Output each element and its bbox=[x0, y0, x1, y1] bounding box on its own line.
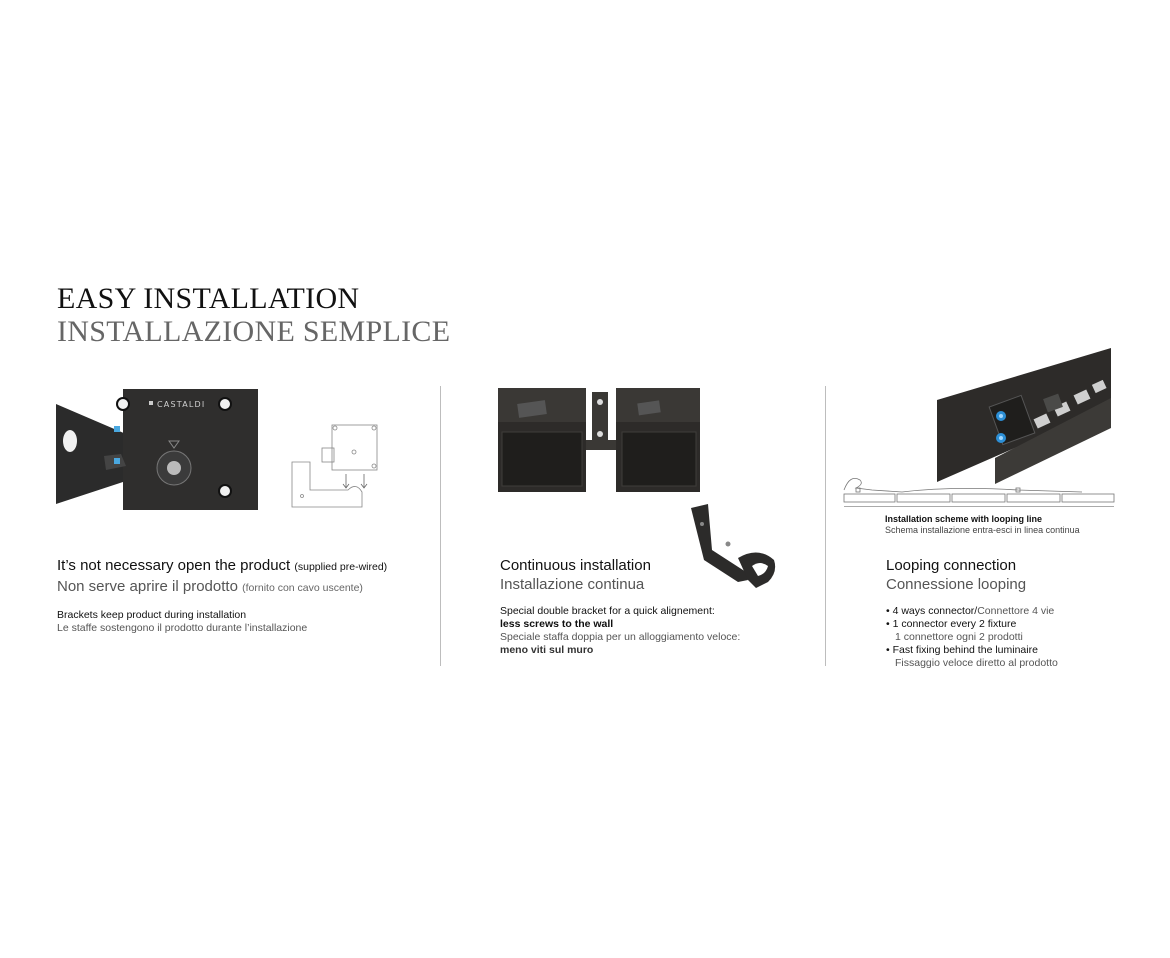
column-divider bbox=[440, 386, 441, 666]
page-subtitle: INSTALLAZIONE SEMPLICE bbox=[57, 315, 451, 348]
body-en: Brackets keep product during installation bbox=[57, 609, 247, 621]
looping-section bbox=[886, 556, 1058, 670]
body-it-1: Speciale staffa doppia per un alloggiamento veloce: bbox=[500, 631, 741, 643]
pre-wired-heading-it bbox=[57, 577, 387, 598]
continuous-body bbox=[500, 605, 740, 657]
body-en-2: less screws to the wall bbox=[500, 618, 614, 630]
pre-wired-heading-en bbox=[57, 556, 387, 577]
looping-connector-photo bbox=[935, 348, 1113, 484]
bullet-four-ways: • 4 ways connector/Connettore 4 vie bbox=[886, 605, 1055, 617]
looping-body bbox=[886, 605, 1058, 670]
scheme-caption bbox=[885, 514, 1080, 536]
body-it: Le staffe sostengono il prodotto durante l’installazione bbox=[57, 622, 308, 634]
bracket-technical-drawing bbox=[290, 420, 385, 512]
body-en-1: Special double bracket for a quick alignement: bbox=[500, 605, 715, 617]
bullet-fast-fixing-it: Fissaggio veloce diretto al prodotto bbox=[895, 657, 1058, 669]
continuous-heading-en: Continuous installation bbox=[500, 557, 651, 574]
looping-heading-en: Looping connection bbox=[886, 557, 1017, 574]
looping-scheme-drawing bbox=[842, 472, 1117, 510]
heading-text: It’s not necessary open the product bbox=[57, 557, 291, 574]
heading-text: Non serve aprire il prodotto bbox=[57, 578, 238, 595]
page-title: EASY INSTALLATION bbox=[57, 282, 360, 315]
scheme-caption-it: Schema installazione entra-esci in linea continua bbox=[885, 525, 1080, 535]
continuous-section bbox=[500, 556, 740, 657]
pre-wired-body bbox=[57, 609, 387, 635]
brand-logo: CASTALDI bbox=[157, 400, 206, 409]
bullet-fast-fixing: • Fast fixing behind the luminaire bbox=[886, 644, 1038, 656]
continuous-heading-it: Installazione continua bbox=[500, 576, 645, 593]
scheme-caption-en: Installation scheme with looping line bbox=[885, 514, 1043, 524]
heading-note: (fornito con cavo uscente) bbox=[242, 582, 363, 594]
continuous-installation-photo bbox=[498, 388, 703, 494]
column-divider bbox=[825, 386, 826, 666]
bullet-connector-every-it: 1 connettore ogni 2 prodotti bbox=[895, 631, 1023, 643]
looping-heading-it: Connessione looping bbox=[886, 576, 1027, 593]
bullet-connector-every: • 1 connector every 2 fixture bbox=[886, 618, 1017, 630]
body-it-2: meno viti sul muro bbox=[500, 644, 594, 656]
heading-note: (supplied pre-wired) bbox=[294, 561, 388, 573]
bracket-product-photo bbox=[56, 386, 261, 524]
pre-wired-section bbox=[57, 556, 387, 635]
